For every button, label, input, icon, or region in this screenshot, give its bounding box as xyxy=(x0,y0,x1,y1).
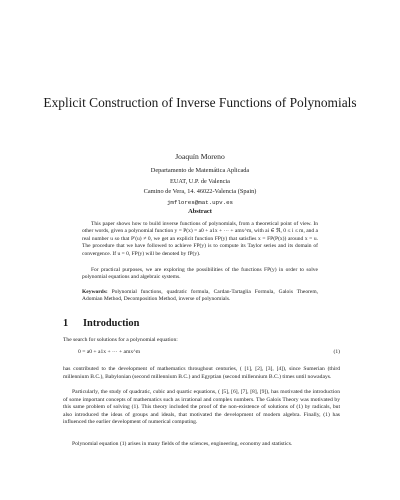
equation-number: (1) xyxy=(333,349,340,355)
section-heading xyxy=(63,318,139,329)
affiliation-department: Departamento de Matemática Aplicada xyxy=(150,167,250,174)
author-email: jmflores@mat.upv.es xyxy=(166,199,234,206)
paper-title: Explicit Construction of Inverse Functions of Polynomials xyxy=(43,95,357,110)
intro-paragraph-4: Polynomial equation (1) arises in many fields of the sciences, engineering, economy and statistics. xyxy=(72,441,293,447)
intro-paragraph-1: The search for solutions for a polynomial equation: xyxy=(63,337,178,343)
section-number: 1 xyxy=(63,318,69,329)
keywords-text: Polynomial functions, quadratic formula, Cardan-Tartaglia Formula, Galois Theorem, Adomian Method, Decomposition Method, inverse of polynomials. xyxy=(82,289,318,303)
keywords-block xyxy=(82,289,318,304)
equation-text: 0 = a0 + a1x + ··· + amx^m xyxy=(78,349,141,355)
author-name: Joaquín Moreno xyxy=(175,152,225,161)
abstract-paragraph-1: This paper shows how to build inverse functions of polynomials, from a theoretical point of view. In other words, given a polynomial function y = P(x) = a0 + a1x + ··· + amx^m, with ai ∈ ℜ, 0 ≤ i ≤ m, and a real number u so that P′(u) ≠ 0, we get an explicit function FP(y) that satisfies x = FP(P(x)) around x = u. The procedure that we have followed to achieve FP(y) is to compute its Taylor series and its domain of convergence. If u = 0, FP(y) will be denoted by fP(y). xyxy=(82,221,318,257)
abstract-heading: Abstract xyxy=(188,208,212,215)
keywords-label: Keywords: xyxy=(82,289,108,295)
intro-paragraph-2: has contributed to the development of mathematics throughout centuries, ( [1], [2], [3], [4]), since Sumerian (third millennium B.C.), Babylonian (second millennium B.C.) and Egyptian (second millennium B.C.) times until nowadays. xyxy=(63,366,340,380)
affiliation-school: EUAT, U.P. de Valencia xyxy=(170,178,230,185)
section-title: Introduction xyxy=(83,318,140,329)
affiliation-address: Camino de Vera, 14. 46022-Valencia (Spain) xyxy=(143,188,257,195)
intro-paragraph-3: Particularly, the study of quadratic, cubic and quartic equations, ( [5], [6], [7], [8], [9]), has motivated the introduction of some important concepts of mathematics such as irrational and complex numbers. The Galois Theory was motivated by this same problem of solving (1). This theory included the proof of the non-existence of solutions of (1) by radicals, but also introduced the ideas of groups and ideals, that motivated the development of modern algebra. Finally, (1) has influenced the earlier development of numerical computing. xyxy=(63,389,340,425)
abstract-paragraph-2: For practical purposes, we are exploring the possibilities of the functions FP(y) in order to solve polynomial equations and algebraic systems. xyxy=(82,267,318,281)
equation-1 xyxy=(78,349,340,357)
